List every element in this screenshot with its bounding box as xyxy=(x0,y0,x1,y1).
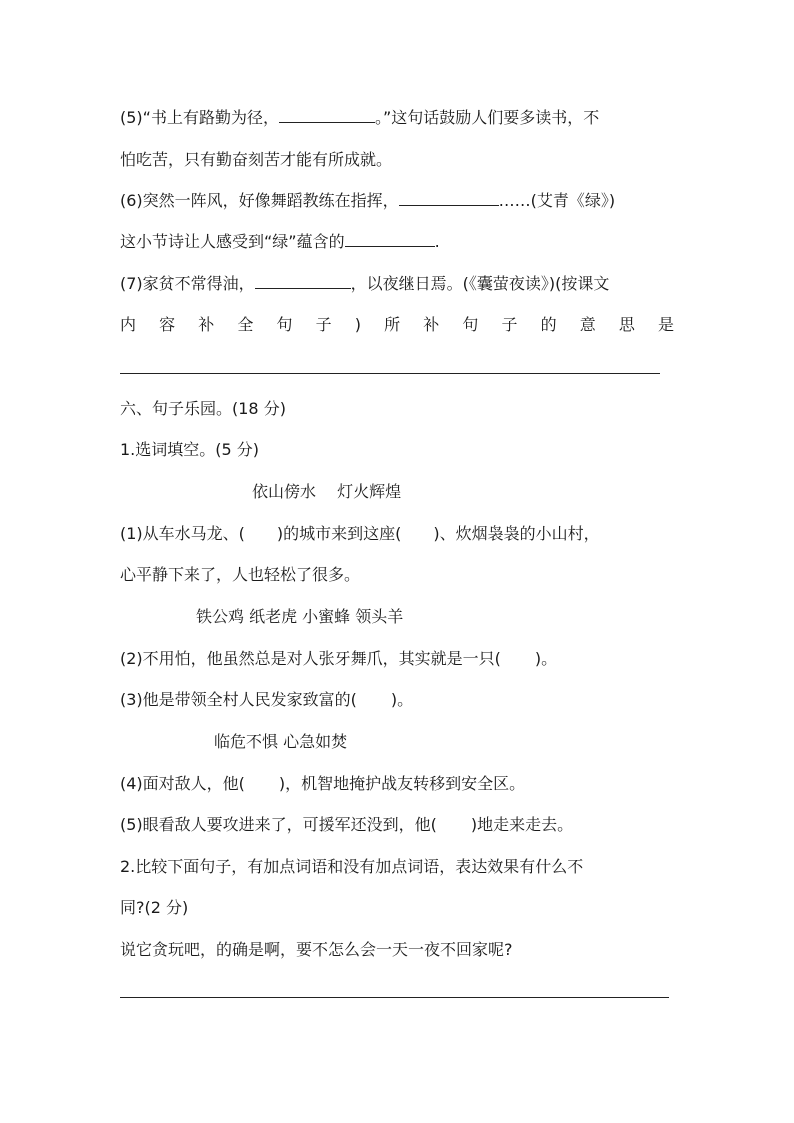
s6-q1-item4 xyxy=(120,774,525,794)
q7-answer-blank[interactable] xyxy=(255,274,351,289)
s6-q2-title-line2: 同?(2 分) xyxy=(120,898,189,917)
s6-q2-answer-line[interactable] xyxy=(120,997,669,998)
s6-q1-item3 xyxy=(120,690,413,710)
q7-char: 子 xyxy=(315,315,332,334)
q6-text-a: (6)突然一阵风，好像舞蹈教练在指挥， xyxy=(120,191,399,210)
q7-line1 xyxy=(120,274,609,294)
s6-q1-item2-text-b: )。 xyxy=(534,649,558,668)
q5-text-a: (5)“书上有路勤为径， xyxy=(120,108,279,127)
s6-q2-sentence: 说它贪玩吧，的确是啊，要不怎么会一天一夜不回家呢? xyxy=(120,940,513,959)
q6-text-c: 这小节诗让人感受到“绿”蕴含的 xyxy=(120,232,345,251)
s6-q1-item3-text-b: )。 xyxy=(390,690,414,709)
s6-q1-item5-text-a: (5)眼看敌人要攻进来了，可援军还没到，他( xyxy=(120,815,437,834)
s6-q1-item3-text-a: (3)他是带领全村人民发家致富的( xyxy=(120,690,357,709)
q7-char: 内 xyxy=(120,315,137,334)
s6-q1-item1-line1 xyxy=(120,524,600,544)
s6-q1-item5-text-b: )地走来走去。 xyxy=(470,815,574,834)
s6-q1-item2 xyxy=(120,649,557,669)
q5-text-b: 。”这句话鼓励人们要多读书，不 xyxy=(374,108,600,127)
s6-q1-item2-text-a: (2)不用怕，他虽然总是对人张牙舞爪，其实就是一只( xyxy=(120,649,501,668)
q7-line2 xyxy=(120,315,674,335)
q7-char: 补 xyxy=(198,315,215,334)
q7-char: 补 xyxy=(423,315,440,334)
s6-q1-title: 1.选词填空。(5 分) xyxy=(120,440,260,459)
s6-q1-item1-line2: 心平静下来了，人也轻松了很多。 xyxy=(120,565,361,584)
s6-q1-item5 xyxy=(120,815,573,835)
q5-answer-blank[interactable] xyxy=(279,108,375,123)
q7-char: 全 xyxy=(237,315,254,334)
q6-answer-blank-2[interactable] xyxy=(345,232,435,247)
q7-char: 子 xyxy=(501,315,518,334)
section6-title: 六、句子乐园。(18 分) xyxy=(120,399,286,418)
q5-line1 xyxy=(120,108,599,128)
s6-q1-item1-text-a: (1)从车水马龙、( xyxy=(120,524,245,543)
s6-q1-item4-text-b: )，机智地掩护战友转移到安全区。 xyxy=(278,774,526,793)
q7-char: 句 xyxy=(276,315,293,334)
q6-line2 xyxy=(120,232,440,252)
q6-text-b: ……(艾青《绿》) xyxy=(498,191,616,210)
s6-q2-title-line1: 2.比较下面句子，有加点词语和没有加点词语，表达效果有什么不 xyxy=(120,857,584,876)
s6-q1-item1-text-c: )、炊烟袅袅的小山村， xyxy=(433,524,600,543)
q6-text-d: . xyxy=(434,232,440,251)
s6-q1-item4-text-a: (4)面对敌人，他( xyxy=(120,774,245,793)
q7-char: ) xyxy=(354,315,361,334)
q7-char: 容 xyxy=(159,315,176,334)
q7-text-b: ，以夜继日焉。(《囊萤夜读》)(按课文 xyxy=(350,274,610,293)
q7-char: 是 xyxy=(657,315,674,334)
q5-line2: 怕吃苦，只有勤奋刻苦才能有所成就。 xyxy=(120,150,393,169)
s6-q1-item1-text-b: )的城市来到这座( xyxy=(276,524,402,543)
q7-char: 句 xyxy=(462,315,479,334)
q7-char: 所 xyxy=(384,315,401,334)
q7-text-a: (7)家贫不常得油， xyxy=(120,274,255,293)
q7-char: 思 xyxy=(618,315,635,334)
q7-answer-line[interactable] xyxy=(120,373,660,374)
q6-answer-blank-1[interactable] xyxy=(399,191,499,206)
q6-line1 xyxy=(120,191,615,211)
s6-q1-word-bank-2: 铁公鸡 纸老虎 小蜜蜂 领头羊 xyxy=(196,607,404,626)
s6-q1-word-bank-1: 依山傍水 灯火辉煌 xyxy=(252,482,402,501)
q7-char: 意 xyxy=(579,315,596,334)
s6-q1-word-bank-3: 临危不惧 心急如焚 xyxy=(214,732,348,751)
q7-char: 的 xyxy=(540,315,557,334)
